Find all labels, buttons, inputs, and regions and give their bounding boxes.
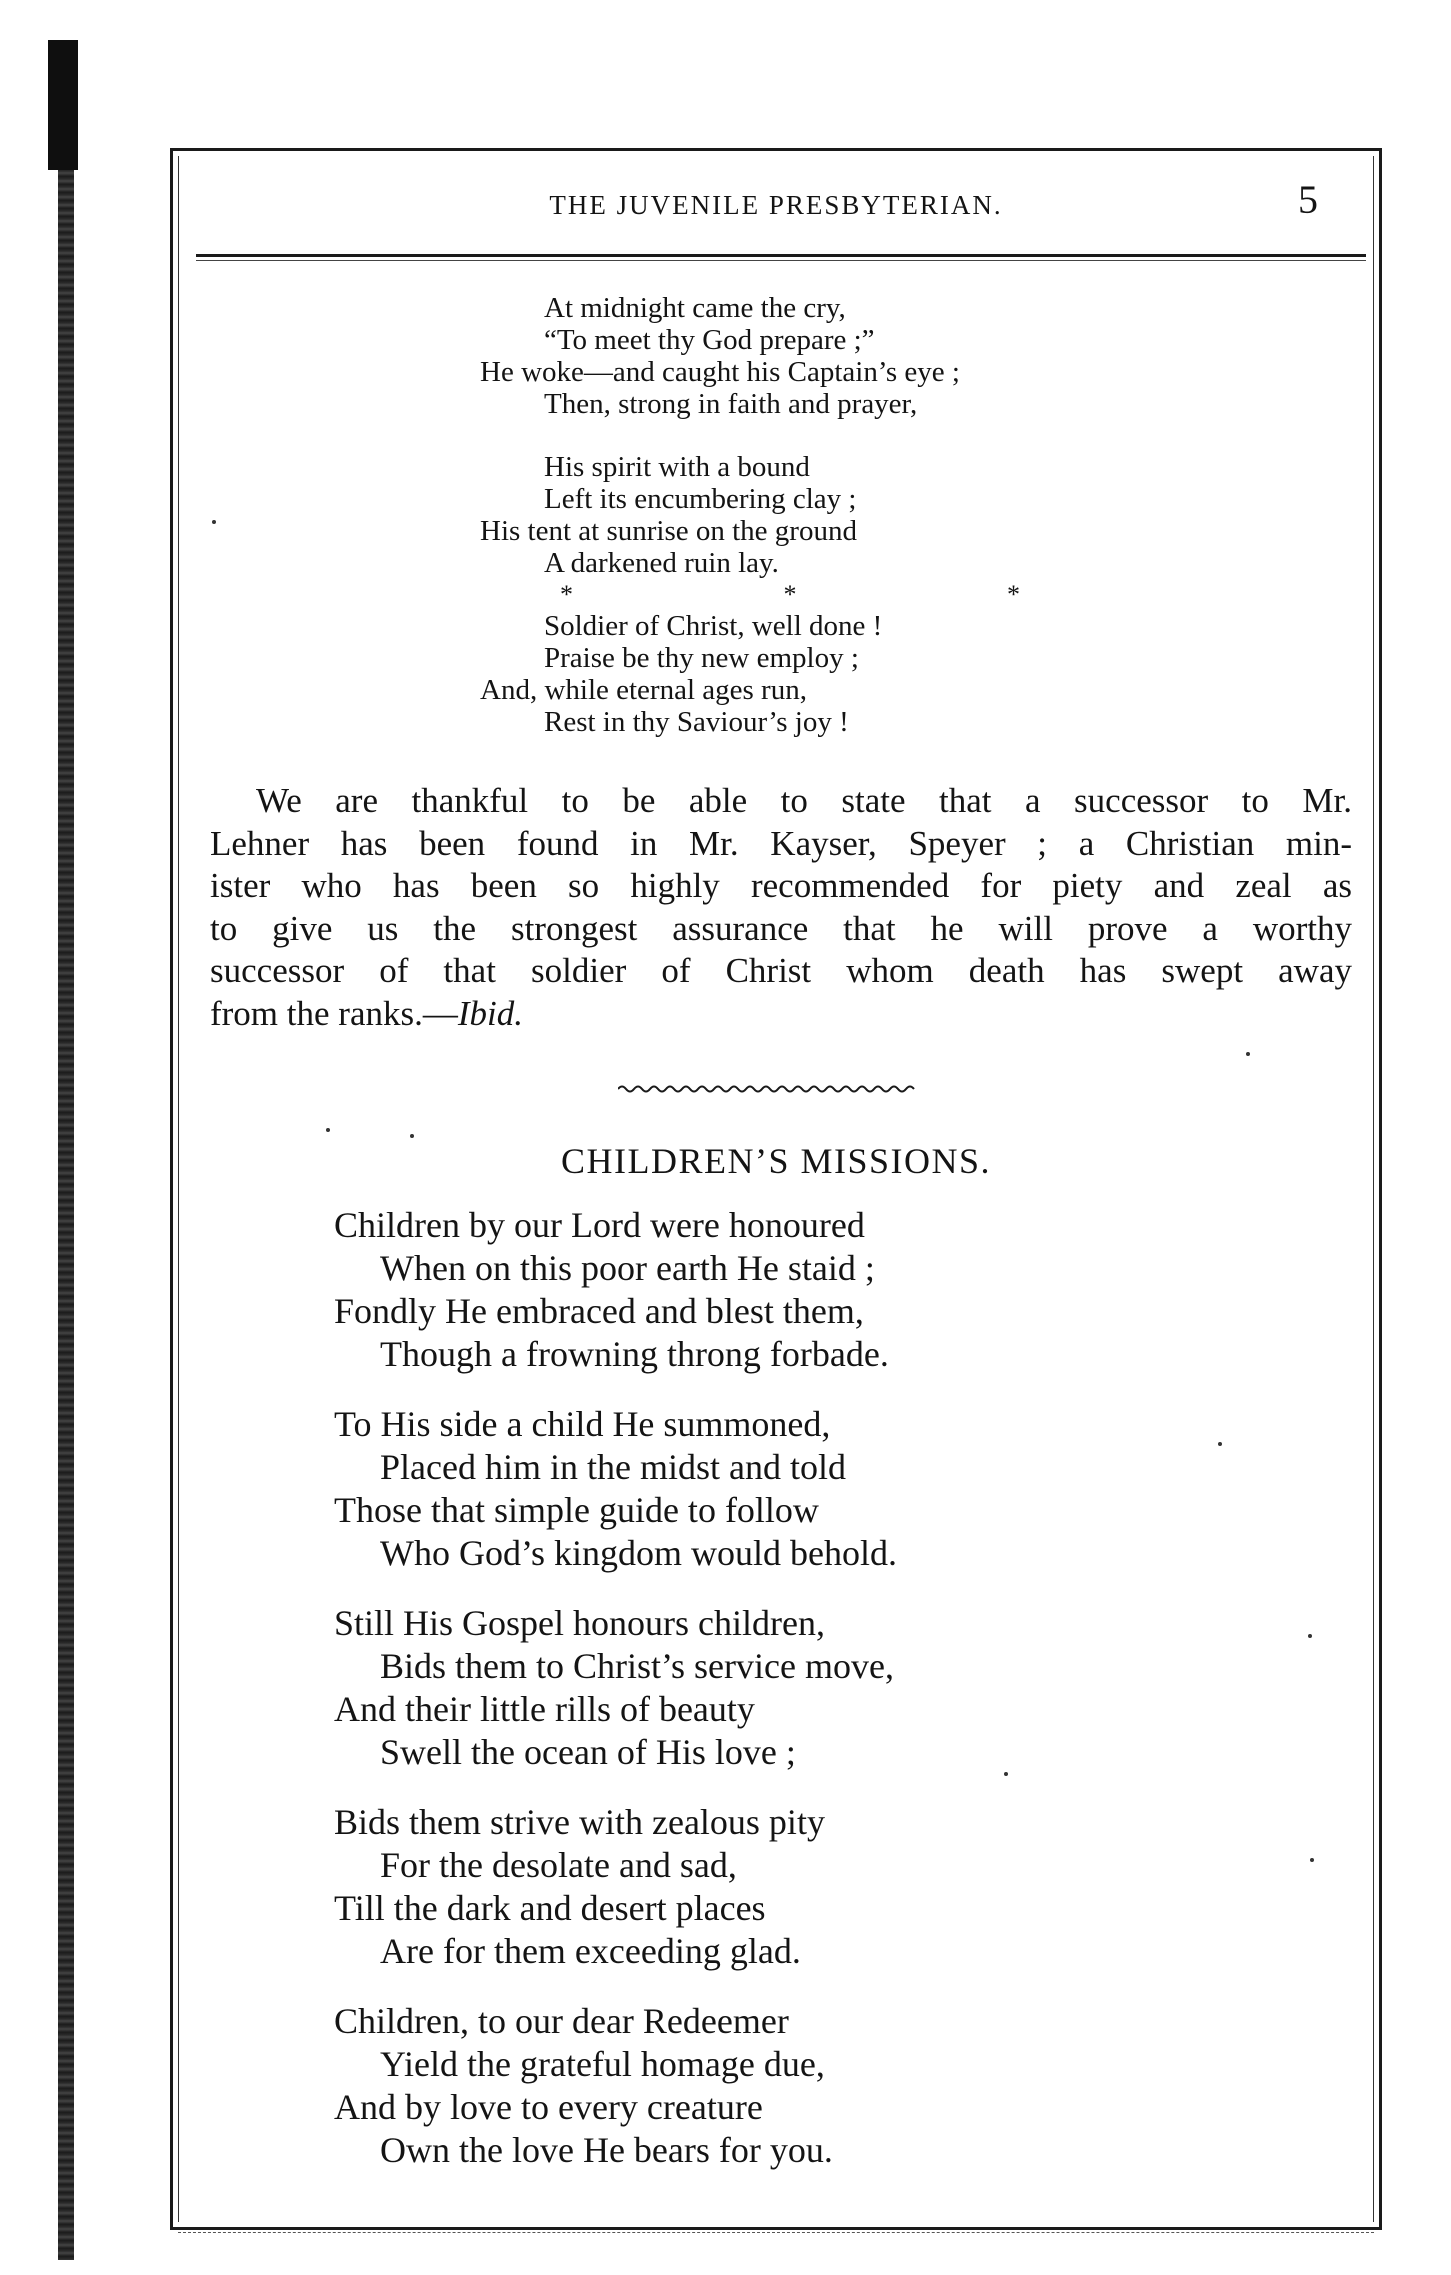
print-speck <box>1218 1442 1222 1446</box>
header-rule-thin <box>196 260 1366 261</box>
paragraph-last-line <box>210 993 1352 1036</box>
paragraph-line: We are thankful to be able to state that a successor to Mr. <box>256 781 1352 820</box>
poem-stanza <box>334 1403 1234 1575</box>
poem-line: He woke—and caught his Captain’s eye ; <box>480 356 960 388</box>
poem-stanza <box>334 2000 1234 2172</box>
poem-line: For the desolate and sad, <box>380 1845 737 1885</box>
print-speck <box>1308 1634 1312 1638</box>
poem-line: Yield the grateful homage due, <box>380 2044 825 2084</box>
poem-line: Own the love He bears for you. <box>380 2130 833 2170</box>
poem-line: Though a frowning throng forbade. <box>380 1334 889 1374</box>
poem-line: And their little rills of beauty <box>334 1689 755 1729</box>
poem-stanza <box>334 1204 1234 1376</box>
poem-line: Placed him in the midst and told <box>380 1447 846 1487</box>
print-speck <box>326 1128 330 1132</box>
bottom-rule <box>178 2232 1374 2233</box>
wavy-divider-ornament <box>618 1082 918 1096</box>
poem-line: A darkened ruin lay. <box>544 547 779 579</box>
star-glyph: * <box>560 580 573 609</box>
poem-line: And by love to every creature <box>334 2087 763 2127</box>
running-header <box>178 172 1374 244</box>
poem-line: Are for them exceeding glad. <box>380 1931 801 1971</box>
poem-stanza <box>480 610 1200 738</box>
poem-line: Swell the ocean of His love ; <box>380 1732 796 1772</box>
paragraph-line: from the ranks.— <box>210 993 458 1033</box>
poem-line: At midnight came the cry, <box>544 292 846 324</box>
journal-title: THE JUVENILE PRESBYTERIAN. <box>549 190 1003 220</box>
print-speck <box>1004 1772 1008 1776</box>
poem-line: Rest in thy Saviour’s joy ! <box>544 706 849 738</box>
poem-line: His tent at sunrise on the ground <box>480 515 857 547</box>
paragraph-line: to give us the strongest assurance that he will prove a worthy <box>210 908 1352 948</box>
paragraph-line: ister who has been so highly recommended for piety and zeal as <box>210 866 1352 905</box>
page-number: 5 <box>1298 177 1318 222</box>
star-glyph: * <box>783 580 797 609</box>
successor-paragraph <box>210 780 1352 1035</box>
poem-stanza <box>480 451 1200 579</box>
poem-line: “To meet thy God prepare ;” <box>544 324 875 356</box>
section-title: CHILDREN’S MISSIONS. <box>560 1141 992 1181</box>
poem-line: Bids them strive with zealous pity <box>334 1802 825 1842</box>
print-speck <box>1246 1052 1250 1056</box>
star-glyph: * <box>1007 580 1020 609</box>
poem-line: When on this poor earth He staid ; <box>380 1248 875 1288</box>
poem-line: Left its encumbering clay ; <box>544 483 857 515</box>
header-rule <box>196 254 1366 257</box>
poem-line: Then, strong in faith and prayer, <box>544 388 918 420</box>
poem-line: Children, to our dear Redeemer <box>334 2001 789 2041</box>
poem-line: Bids them to Christ’s service move, <box>380 1646 894 1686</box>
poem-line: Till the dark and desert places <box>334 1888 766 1928</box>
print-speck <box>1310 1858 1314 1862</box>
poem-line: To His side a child He summoned, <box>334 1404 831 1444</box>
poem-line: Those that simple guide to follow <box>334 1490 819 1530</box>
poem-soldier-of-christ <box>480 292 1200 769</box>
poem-stanza <box>480 292 1200 420</box>
poem-line: Children by our Lord were honoured <box>334 1205 865 1245</box>
print-speck <box>410 1134 414 1138</box>
poem-childrens-missions <box>334 1204 1234 2199</box>
paragraph-line: Lehner has been found in Mr. Kayser, Speyer ; a Christian min- <box>210 823 1352 863</box>
poem-line: And, while eternal ages run, <box>480 674 807 706</box>
binding-spine-top <box>48 40 78 170</box>
poem-stanza <box>334 1602 1234 1774</box>
paragraph-line: successor of that soldier of Christ whom death has swept away <box>210 951 1352 990</box>
poem-line: Fondly He embraced and blest them, <box>334 1291 864 1331</box>
poem-line: Praise be thy new employ ; <box>544 642 859 674</box>
print-speck <box>212 520 216 524</box>
binding-spine <box>58 40 74 2260</box>
source-citation: Ibid. <box>457 993 523 1033</box>
poem-stanza <box>334 1801 1234 1973</box>
poem-line: Soldier of Christ, well done ! <box>544 610 883 642</box>
poem-line: His spirit with a bound <box>544 451 810 483</box>
poem-line: Who God’s kingdom would behold. <box>380 1533 897 1573</box>
section-break-stars <box>560 580 1020 610</box>
poem-line: Still His Gospel honours children, <box>334 1603 825 1643</box>
